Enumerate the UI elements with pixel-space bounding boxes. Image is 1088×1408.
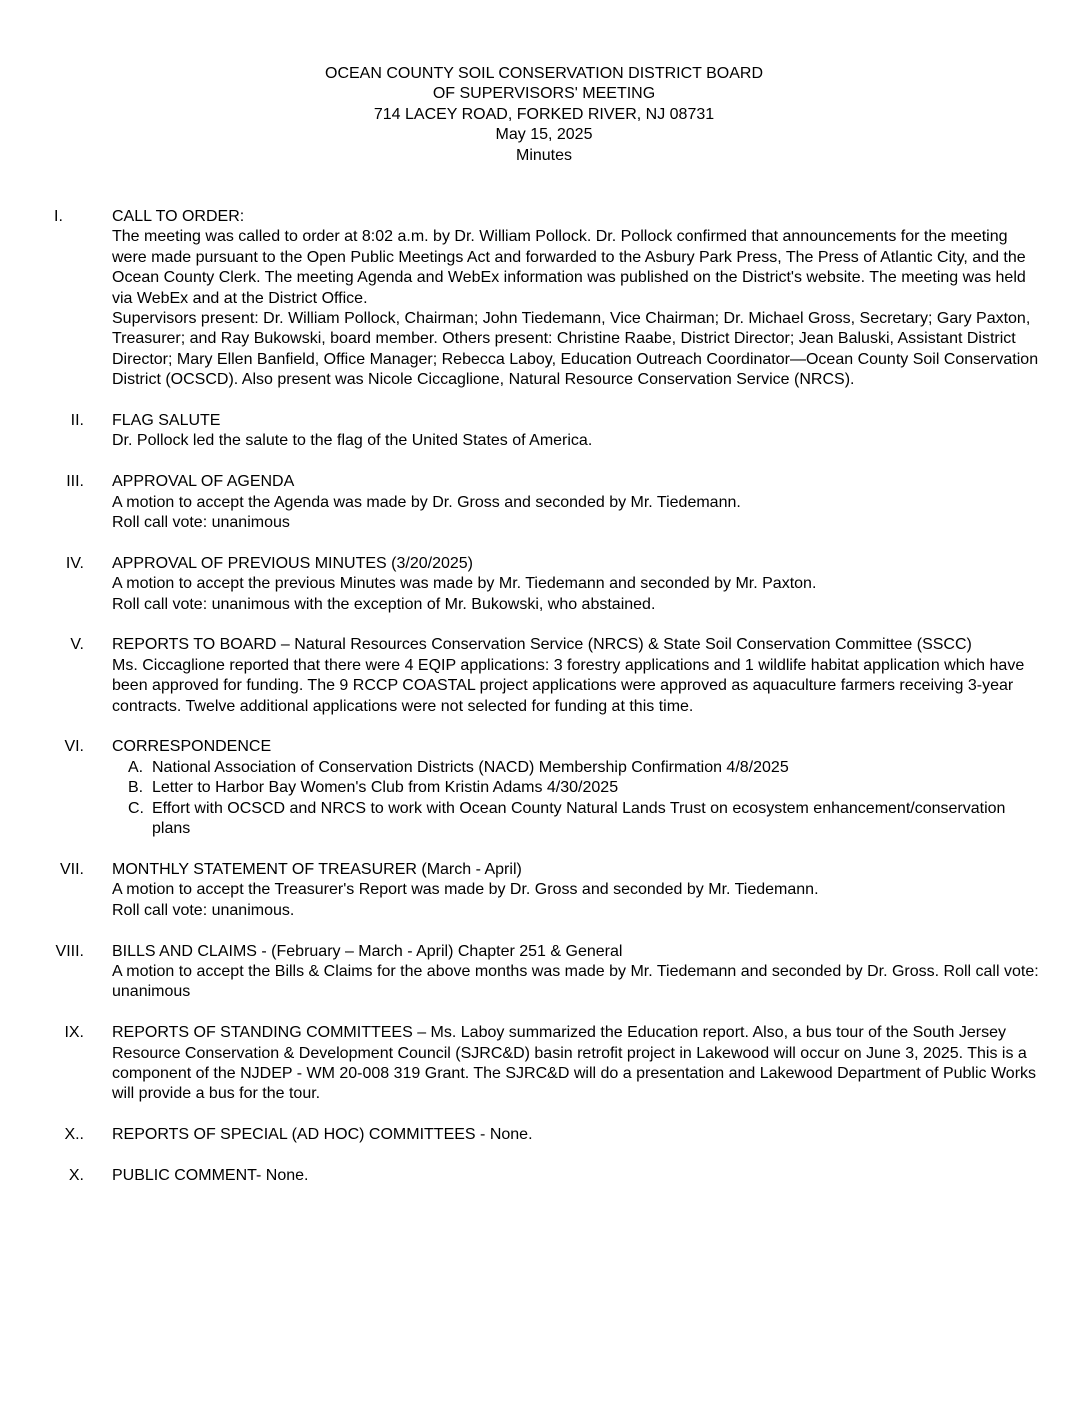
list-item-text: Effort with OCSCD and NRCS to work with Ocean County Natural Lands Trust on ecosystem enhancement/conservation plans [152,799,1006,838]
section-correspondence [0,737,1088,839]
section-body [112,472,1042,533]
section-body [112,207,1042,391]
section-treasurer-statement [0,860,1088,921]
section-body [112,942,1042,1003]
header-meeting: OF SUPERVISORS' MEETING [432,85,656,103]
list-item-letter: C. [128,799,144,817]
section-title: REPORTS TO BOARD – Natural Resources Conservation Service (NRCS) & State Soil Conservation Committee (SSCC) [112,636,972,654]
list-item-text: National Association of Conservation Districts (NACD) Membership Confirmation 4/8/2025 [152,758,789,776]
minutes-sections [0,207,1088,1207]
section-title: APPROVAL OF AGENDA [112,473,295,491]
section-call-to-order [0,207,1088,391]
section-title: REPORTS OF SPECIAL (AD HOC) COMMITTEES - None. [112,1126,533,1144]
section-body [112,411,1042,452]
section-title: REPORTS OF STANDING COMMITTEES – Ms. Laboy summarized the Education report. Also, a bus tour of the South Jersey Resource Conservation & Development Council (SJRC&D) basin retrofit project in Lakewood will occur on June 3, 2025. This is a component of the NJDEP - WM 20-008 319 Grant. The SJRC&D will do a presentation and Lakewood Department of Public Works will provide a bus for the tour. [112,1024,1037,1103]
section-number: X. [68,1166,84,1184]
list-item-letter: A. [128,758,144,776]
section-title: BILLS AND CLAIMS - (February – March - April) Chapter 251 & General [112,942,623,960]
list-item [112,778,1042,798]
list-item-text: Letter to Harbor Bay Women's Club from Kristin Adams 4/30/2025 [152,779,619,797]
section-paragraph: Supervisors present: Dr. William Pollock, Chairman; John Tiedemann, Vice Chairman; Dr. Michael Gross, Secretary; Gary Paxton, Treasurer; and Ray Bukowski, board member. Others present: Christine Raabe, District Director; Jean Baluski, Assistant District Director; Mary Ellen Banfield, Office Manager; Rebecca Laboy, Education Outreach Coordinator—Ocean County Soil Conservation District (OCSCD). Also present was Nicole Ciccaglione, Natural Resource Conservation Service (NRCS). [112,310,1039,389]
section-paragraph: Dr. Pollock led the salute to the flag of the United States of America. [112,432,593,450]
section-title: APPROVAL OF PREVIOUS MINUTES (3/20/2025) [112,554,473,572]
section-public-comment [0,1166,1088,1186]
correspondence-list [112,758,1042,840]
header-date: May 15, 2025 [495,126,593,144]
section-flag-salute [0,411,1088,452]
section-number: VI. [64,738,84,756]
section-paragraph: Roll call vote: unanimous with the exception of Mr. Bukowski, who abstained. [112,595,656,613]
section-number: IX. [64,1024,84,1042]
section-body [112,860,1042,921]
document-header [0,64,1088,166]
list-item [112,758,1042,778]
section-body [112,554,1042,615]
section-number: I. [54,208,63,225]
section-number: II. [70,412,84,430]
section-paragraph: A motion to accept the previous Minutes was made by Mr. Tiedemann and seconded by Mr. Paxton. [112,575,817,593]
section-approval-of-agenda [0,472,1088,533]
section-number: IV. [65,554,84,572]
section-number: VII. [59,860,84,878]
section-paragraph: Roll call vote: unanimous. [112,901,295,919]
section-number: X.. [64,1126,84,1144]
list-item [112,799,1042,840]
section-body [112,1023,1042,1105]
section-standing-committees [0,1023,1088,1105]
header-organization: OCEAN COUNTY SOIL CONSERVATION DISTRICT BOARD [325,65,763,82]
section-title: CALL TO ORDER: [112,208,245,225]
section-paragraph: A motion to accept the Treasurer's Report was made by Dr. Gross and seconded by Mr. Tiedemann. [112,881,819,899]
header-address: 714 LACEY ROAD, FORKED RIVER, NJ 08731 [373,105,715,123]
section-number: VIII. [55,942,84,960]
section-paragraph: A motion to accept the Bills & Claims for the above months was made by Mr. Tiedemann and seconded by Dr. Gross. Roll call vote: unanimous [112,962,1039,1001]
section-paragraph: Ms. Ciccaglione reported that there were 4 EQIP applications: 3 forestry applications and 1 wildlife habitat application which have been approved for funding. The 9 RCCP COASTAL project applications were approved as aquaculture farmers receiving 3-year contracts. Twelve additional applications were not selected for funding at this time. [112,656,1025,715]
section-number: V. [70,636,84,654]
section-paragraph: A motion to accept the Agenda was made by Dr. Gross and seconded by Mr. Tiedemann. [112,493,741,511]
section-title: CORRESPONDENCE [112,738,272,756]
section-number: III. [66,473,84,491]
section-body [112,737,1042,839]
section-title: MONTHLY STATEMENT OF TREASURER (March - April) [112,860,522,878]
section-special-committees [0,1125,1088,1145]
section-title: FLAG SALUTE [112,412,221,430]
section-body [112,1166,1042,1186]
header-doc-type: Minutes [515,146,573,164]
section-body [112,635,1042,717]
section-approval-of-minutes [0,554,1088,615]
section-body [112,1125,1042,1145]
list-item-letter: B. [128,779,144,797]
section-reports-to-board [0,635,1088,717]
section-paragraph: The meeting was called to order at 8:02 a.m. by Dr. William Pollock. Dr. Pollock confirmed that announcements for the meeting were made pursuant to the Open Public Meetings Act and forwarded to the Asbury Park Press, The Press of Atlantic City, and the Ocean County Clerk. The meeting Agenda and WebEx information was published on the District's website. The meeting was held via WebEx and at the District Office. [112,228,1026,307]
section-paragraph: Roll call vote: unanimous [112,514,290,532]
section-title: PUBLIC COMMENT- None. [112,1166,309,1184]
section-bills-and-claims [0,942,1088,1003]
